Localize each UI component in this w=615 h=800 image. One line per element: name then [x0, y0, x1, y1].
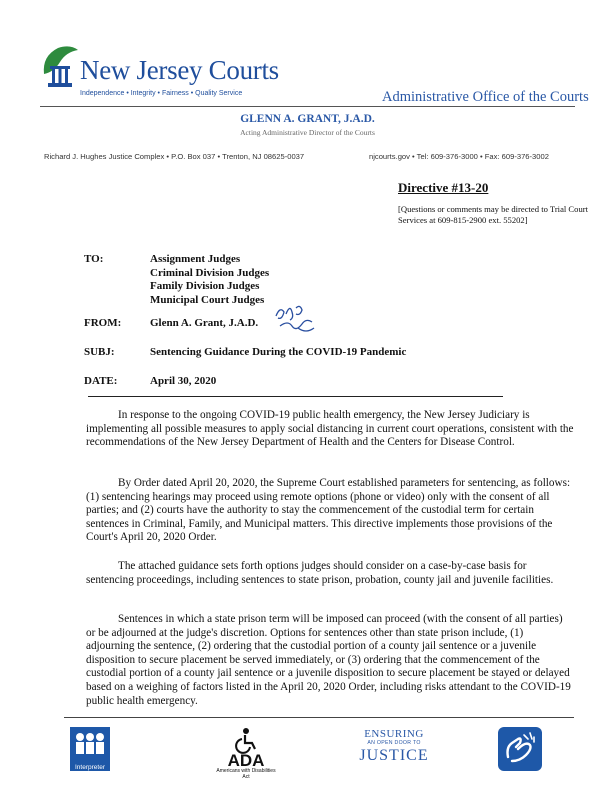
- mailing-address: Richard J. Hughes Justice Complex • P.O. Box 037 • Trenton, NJ 08625-0037: [44, 152, 305, 161]
- date-value: April 30, 2020: [150, 375, 217, 387]
- logo-title: New Jersey Courts: [80, 55, 279, 85]
- questions-note: [Questions or comments may be directed to Trial Court Services at 609-815-2900 ext. 55202]: [398, 204, 588, 226]
- from-label: FROM:: [84, 317, 122, 329]
- header-divider: [40, 106, 575, 107]
- subject-value: Sentencing Guidance During the COVID-19 Pandemic: [150, 346, 407, 358]
- subject-label: SUBJ:: [84, 346, 115, 358]
- recipient: Assignment Judges: [150, 253, 241, 265]
- people-icon: [70, 727, 110, 759]
- director-title: Acting Administrative Director of the Courts: [240, 128, 375, 137]
- paragraph-2: By Order dated April 20, 2020, the Supreme Court established parameters for sentencing, as follows: (1) sentencing hearings may proceed using remote options (phone or video) only with the consent of all parties; and (2) courts have the authority to stay the commencement of the custodial term for certain sentences in Criminal, Family, and Municipal matters. This directive implements those provisions of the Court's April 20, 2020 Order.: [86, 477, 571, 544]
- paragraph-3: The attached guidance sets forth options judges should consider on a case-by-case basis for sentencing proceedings, including sentences to state prison, probation, county jail and juvenile facilities.: [86, 560, 554, 586]
- to-label: TO:: [84, 253, 104, 265]
- directive-number: Directive #13-20: [398, 180, 489, 195]
- interpreter-label: Interpreter: [75, 764, 105, 771]
- courthouse-logo-icon: [40, 44, 80, 92]
- to-recipients: [150, 253, 269, 307]
- ada-subtitle: Americans with Disabilities Act: [216, 768, 276, 780]
- ada-label: ADA: [227, 751, 265, 770]
- paragraph-1: In response to the ongoing COVID-19 public health emergency, the New Jersey Judiciary is implementing all possible measures to apply social distancing in current court operations, consistent with the recommendations of the New Jersey Department of Health and the Centers for Disease Control.: [86, 409, 574, 449]
- recipient: Family Division Judges: [150, 280, 260, 292]
- ensuring-line-2: AN OPEN DOOR TO: [367, 740, 421, 746]
- handwritten-initials: [270, 302, 318, 336]
- recipient: Criminal Division Judges: [150, 266, 270, 279]
- director-name: GLENN A. GRANT, J.A.D.: [240, 113, 375, 125]
- ensuring-justice-logo: [356, 728, 432, 765]
- recipient: Municipal Court Judges: [150, 293, 265, 306]
- date-label: DATE:: [84, 375, 118, 387]
- ensuring-line-1: ENSURING: [364, 728, 424, 740]
- logo-tagline: Independence • Integrity • Fairness • Quality Service: [80, 90, 243, 97]
- ensuring-line-3: JUSTICE: [359, 747, 429, 764]
- contact-info: njcourts.gov • Tel: 609-376-3000 • Fax: 609-376-3002: [369, 152, 549, 161]
- memo-divider: [88, 396, 503, 397]
- from-value: Glenn A. Grant, J.A.D.: [150, 317, 259, 329]
- sign-language-icon: [498, 727, 542, 771]
- office-name: Administrative Office of the Courts: [382, 89, 589, 105]
- paragraph-4: Sentences in which a state prison term will be imposed can proceed (with the consent of all parties) or be adjourned at the judge's discretion. Options for sentences other than state prison include, (1) adjourning the sentence, (2) ordering that the custodial portion of a county jail sentence or a juvenile disposition to secure placement be served immediately, or (3) ordering that the commencement of the custodial portion of a county jail sentence or a juvenile disposition to secure placement be stayed or delayed based on a weighing of factors listed in the April 20, 2020 Order, including risks attendant to the COVID-19 public health emergency.: [86, 613, 571, 707]
- footer-divider: [64, 717, 574, 718]
- hands-icon: [498, 727, 542, 771]
- interpreter-icon: [70, 727, 110, 771]
